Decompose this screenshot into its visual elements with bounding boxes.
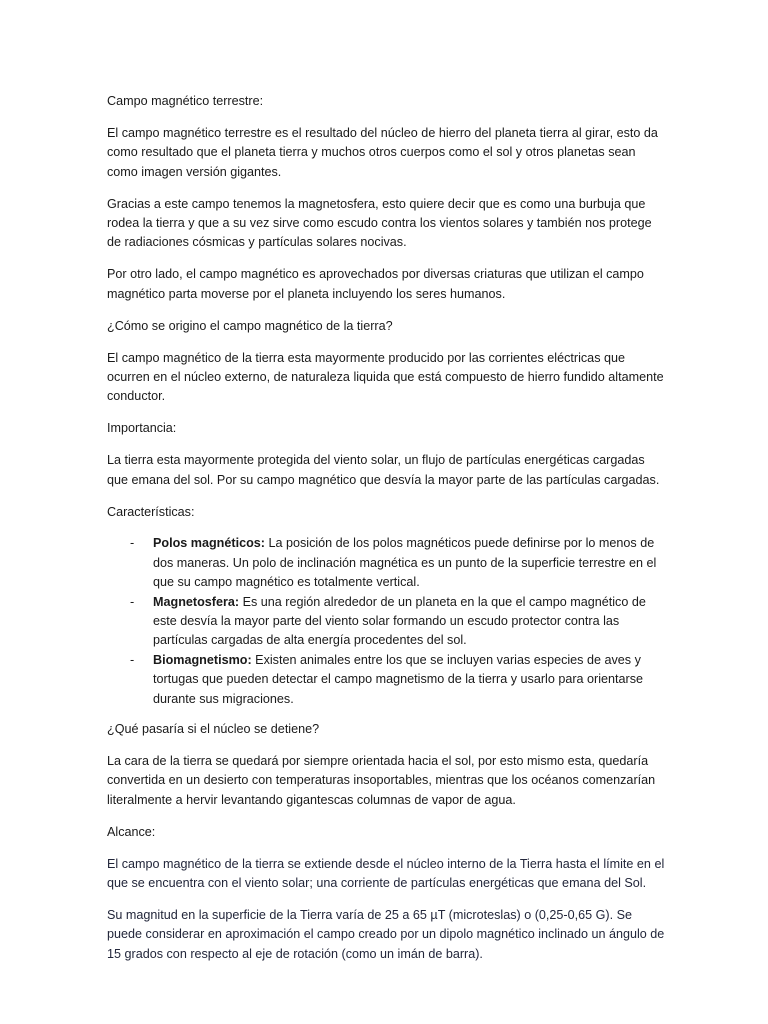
origin-paragraph: El campo magnético de la tierra esta mayormente producido por las corrientes eléctricas que ocurren en el núcleo externo, de naturaleza liquida que está compuesto de hierro fundido altamente conductor. xyxy=(107,350,664,404)
origin-heading: ¿Cómo se origino el campo magnético de la tierra? xyxy=(107,318,393,333)
bullet-marker: - xyxy=(130,652,135,667)
scope-paragraph: El campo magnético de la tierra se extiende desde el núcleo interno de la Tierra hasta el límite en el que se encuentra con el viento solar; una corriente de partículas energéticas que emana del Sol. xyxy=(107,856,665,890)
core-paragraph: La cara de la tierra se quedará por siempre orientada hacia el sol, por esto mismo esta, quedaría convertida en un desierto con temperaturas insoportables, mientras que los océanos comenzarían literalmente a hervir levantando gigantescas columnas de vapor de agua. xyxy=(107,753,656,807)
list-item-term: Biomagnetismo: xyxy=(153,652,252,667)
intro-paragraph-1: El campo magnético terrestre es el resultado del núcleo de hierro del planeta tierra al girar, esto da como resultado que el planeta tierra y muchos otros cuerpos como el sol y otros planetas sean como imagen versión gigantes. xyxy=(107,125,658,179)
list-item-text: Existen animales entre los que se incluyen varias especies de aves y tortugas que pueden detectar el campo magnetismo de la tierra y usarlo para orientarse durante sus migraciones. xyxy=(153,652,644,706)
document-title: Campo magnético terrestre: xyxy=(107,94,264,108)
importance-paragraph: La tierra esta mayormente protegida del viento solar, un flujo de partículas energéticas cargadas que emana del sol. Por su campo magnético que desvía la mayor parte de las partículas cargadas. xyxy=(107,453,660,487)
intro-paragraph-3: Por otro lado, el campo magnético es aprovechados por diversas criaturas que utilizan el campo magnético parta moverse por el planeta incluyendo los seres humanos. xyxy=(107,267,644,301)
bullet-marker: - xyxy=(130,536,135,551)
list-item xyxy=(130,593,668,651)
list-item-text: Es una región alrededor de un planeta en la que el campo magnético de este desvía la mayor parte del viento solar formando un escudo protector contra las partículas cargadas de alta energía procedentes del sol. xyxy=(153,594,646,648)
bullet-marker: - xyxy=(130,594,135,609)
characteristics-list xyxy=(107,534,668,709)
list-item-term: Polos magnéticos: xyxy=(153,536,265,551)
magnitude-paragraph: Su magnitud en la superficie de la Tierra varía de 25 a 65 µT (microteslas) o (0,25-0,65 G). Se puede considerar en aproximación el campo creado por un dipolo magnético inclinado un ángulo de 15 grados con respecto al eje de rotación (como un imán de barra). xyxy=(107,907,665,961)
characteristics-heading: Características: xyxy=(107,504,195,519)
intro-paragraph-2: Gracias a este campo tenemos la magnetosfera, esto quiere decir que es como una burbuja que rodea la tierra y que a su vez sirve como escudo contra los vientos solares y también nos protege de radiaciones cósmicas y partículas solares nocivas. xyxy=(107,196,652,250)
list-item xyxy=(130,651,668,709)
importance-heading: Importancia: xyxy=(107,421,177,436)
list-item-term: Magnetosfera: xyxy=(153,594,240,609)
list-item-text: La posición de los polos magnéticos puede definirse por lo menos de dos maneras. Un polo de inclinación magnética es un punto de la superficie terrestre en el que su campo magnético es totalmente vertical. xyxy=(153,536,657,590)
scope-heading: Alcance: xyxy=(107,824,156,839)
core-heading: ¿Qué pasaría si el núcleo se detiene? xyxy=(107,722,320,737)
list-item xyxy=(130,534,668,592)
